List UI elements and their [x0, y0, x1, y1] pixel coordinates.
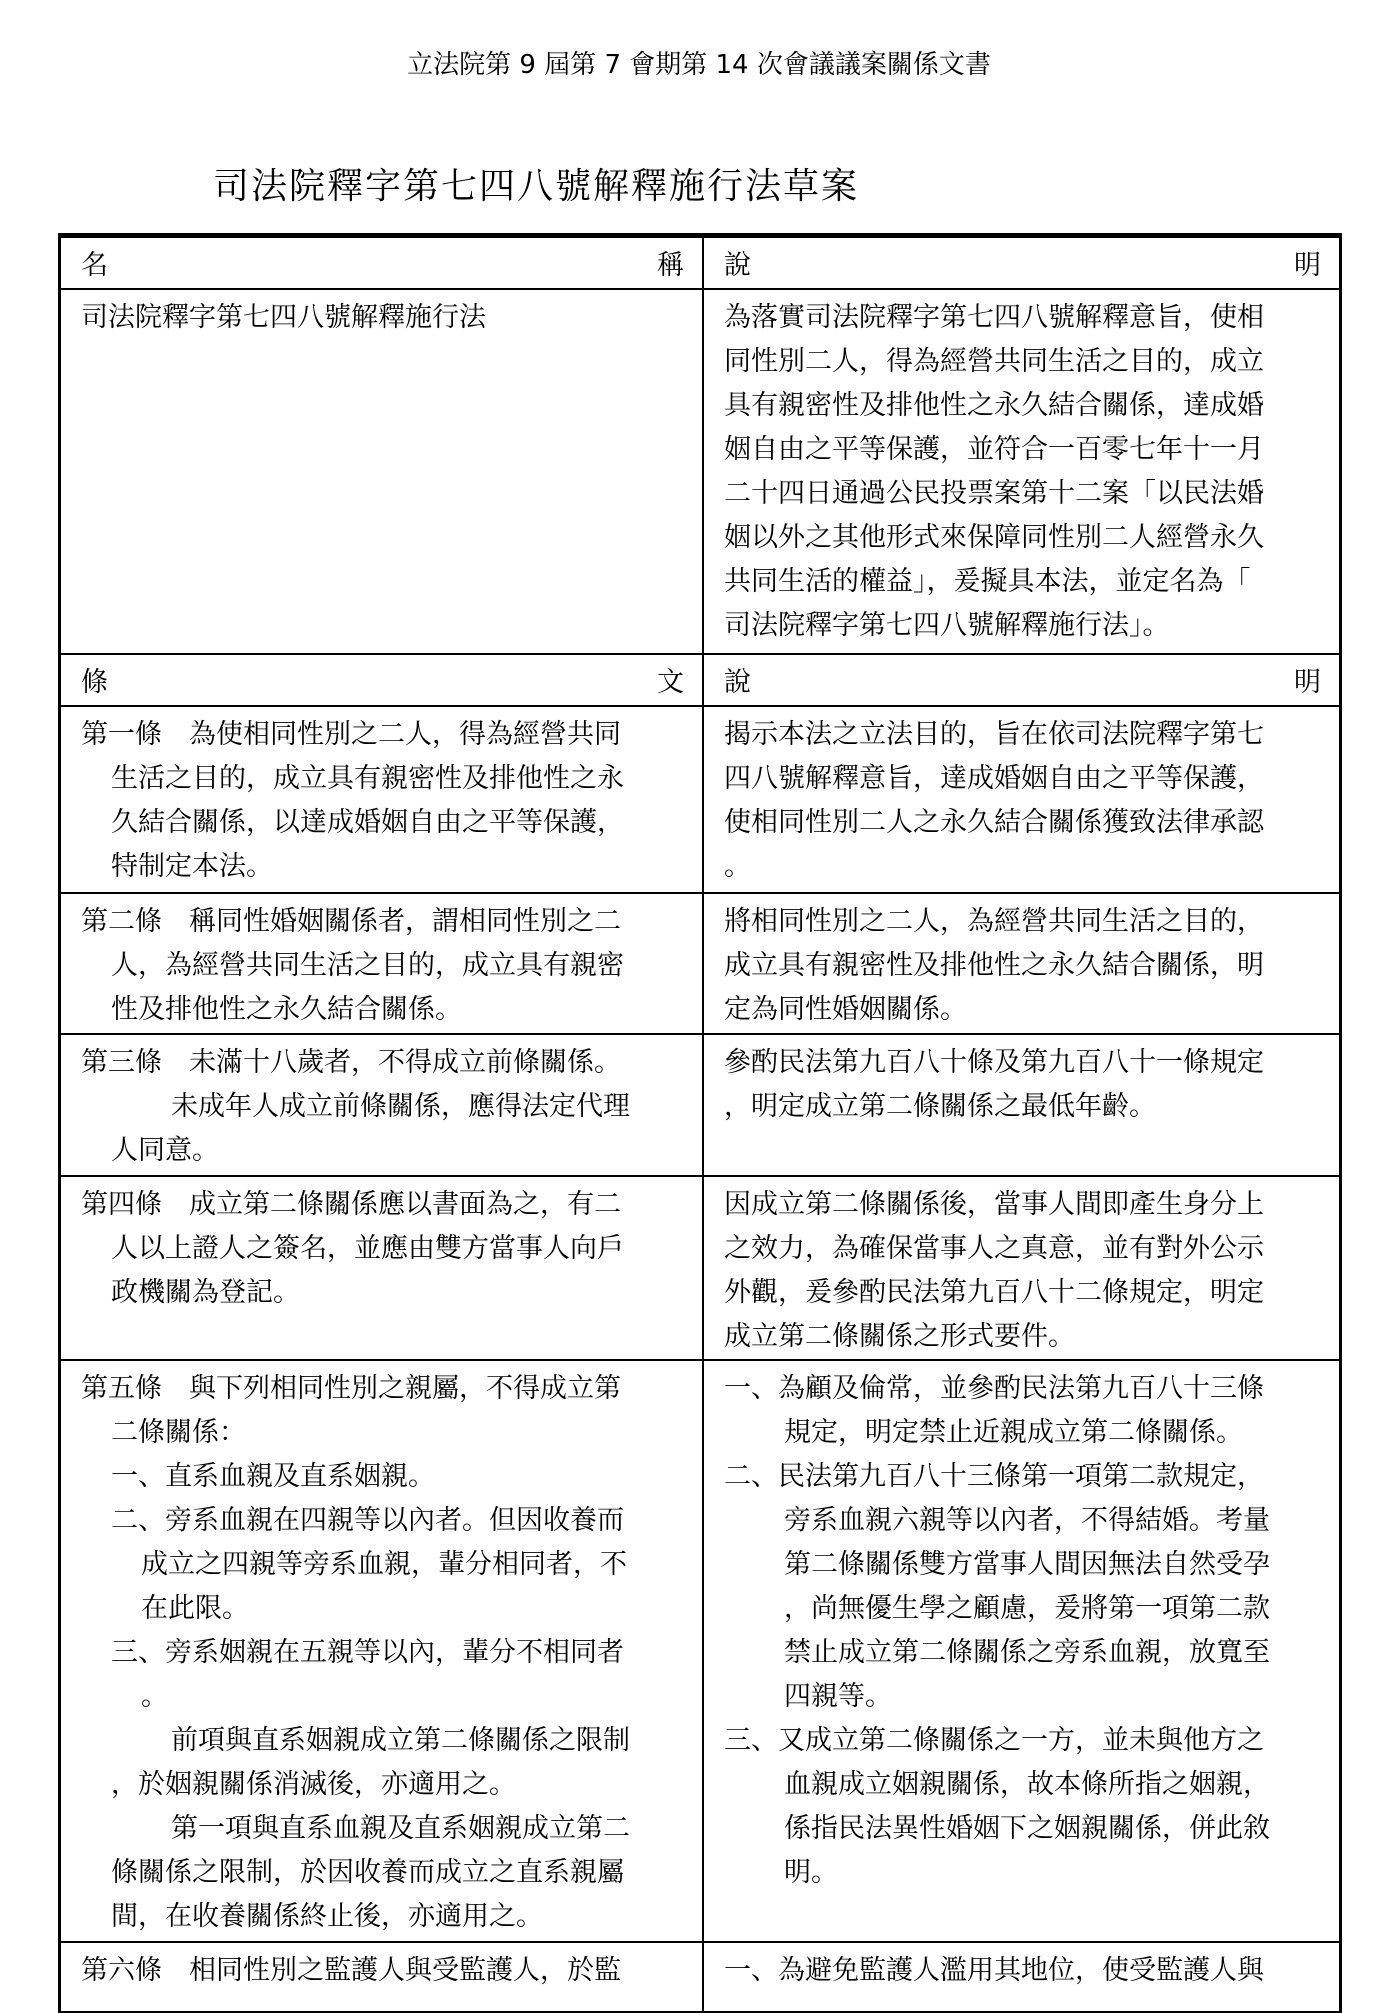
expl-line: 三、又成立第二條關係之一方，並未與他方之 — [724, 1725, 1264, 1756]
expl-line: 因成立第二條關係後，當事人間即產生身分上 — [724, 1189, 1264, 1220]
expl-line: 血親成立姻親關係，故本條所指之姻親， — [784, 1769, 1270, 1800]
expl-line: 參酌民法第九百八十條及第九百八十一條規定 — [724, 1047, 1264, 1078]
expl-line: ，明定成立第二條關係之最低年齡。 — [724, 1091, 1156, 1122]
article-line: 間，在收養關係終止後，亦適用之。 — [111, 1901, 543, 1932]
article-line: 久結合關係，以達成婚姻自由之平等保護， — [111, 807, 624, 838]
article-line: 未成年人成立前條關係，應得法定代理 — [171, 1091, 630, 1122]
expl-line: 二、民法第九百八十三條第一項第二款規定， — [724, 1461, 1264, 1492]
expl-line: 揭示本法之立法目的，旨在依司法院釋字第七 — [724, 719, 1264, 750]
article-line: 在此限。 — [141, 1593, 249, 1624]
expl-line: 明。 — [784, 1857, 838, 1888]
article-line: 第六條 相同性別之監護人與受監護人，於監 — [81, 1955, 621, 1986]
article-line: 條關係之限制，於因收養而成立之直系親屬 — [111, 1857, 624, 1888]
expl-line: ，尚無優生學之顧慮，爰將第一項第二款 — [784, 1593, 1270, 1624]
header-expl-b: 明 — [1294, 250, 1321, 281]
article-line: 二條關係： — [111, 1417, 246, 1448]
article-line: 特制定本法。 — [111, 851, 273, 882]
article-row-4 — [60, 1176, 1341, 1360]
expl-line: 之效力，為確保當事人之真意，並有對外公示 — [724, 1233, 1264, 1264]
article-row-5 — [60, 1360, 1341, 1942]
expl-line: 旁系血親六親等以內者，不得結婚。考量 — [784, 1505, 1270, 1536]
expl-line: 使相同性別二人之永久結合關係獲致法律承認 — [724, 807, 1264, 838]
expl-line: 外觀，爰參酌民法第九百八十二條規定，明定 — [724, 1277, 1264, 1308]
expl-line: 第二條關係雙方當事人間因無法自然受孕 — [784, 1549, 1270, 1580]
expl-line: 一、為避免監護人濫用其地位，使受監護人與 — [724, 1955, 1264, 1986]
header-expl-a: 說 — [724, 250, 751, 281]
expl-line: 。 — [724, 851, 751, 882]
expl-line: 為落實司法院釋字第七四八號解釋意旨，使相 — [724, 302, 1264, 333]
article-line: 第五條 與下列相同性別之親屬，不得成立第 — [81, 1373, 621, 1404]
article-line: 二、旁系血親在四親等以內者。但因收養而 — [111, 1505, 624, 1536]
article-line: 第四條 成立第二條關係應以書面為之，有二 — [81, 1189, 621, 1220]
expl-line: 將相同性別之二人，為經營共同生活之目的， — [724, 906, 1264, 937]
article-row-3 — [60, 1034, 1341, 1176]
article-line: 。 — [141, 1681, 168, 1712]
document-header: 立法院第 9 屆第 7 會期第 14 次會議議案關係文書 — [407, 50, 991, 80]
expl-line: 司法院釋字第七四八號解釋施行法」。 — [724, 610, 1170, 641]
expl-line: 同性別二人，得為經營共同生活之目的，成立 — [724, 346, 1264, 377]
expl-line: 二十四日通過公民投票案第十二案「以民法婚 — [724, 478, 1264, 509]
article-line: 前項與直系姻親成立第二條關係之限制 — [171, 1725, 630, 1756]
expl-line: 共同生活的權益」，爰擬具本法，並定名為「 — [724, 566, 1251, 597]
article-line: 一、直系血親及直系姻親。 — [111, 1461, 435, 1492]
header-expl-b: 明 — [1294, 667, 1321, 698]
article-row-1 — [60, 706, 1341, 893]
document-title: 司法院釋字第七四八號解釋施行法草案 — [213, 166, 860, 207]
expl-line: 係指民法異性婚姻下之姻親關係，併此敘 — [784, 1813, 1270, 1844]
article-line: 第一條 為使相同性別之二人，得為經營共同 — [81, 719, 621, 750]
expl-line: 成立具有親密性及排他性之永久結合關係，明 — [724, 950, 1264, 981]
expl-line: 四親等。 — [784, 1681, 892, 1712]
article-row-2 — [60, 893, 1341, 1034]
article-line: 人以上證人之簽名，並應由雙方當事人向戶 — [111, 1233, 624, 1264]
article-line: 生活之目的，成立具有親密性及排他性之永 — [111, 763, 624, 794]
header-article-a: 條 — [81, 667, 108, 698]
article-line: 成立之四親等旁系血親，輩分相同者，不 — [141, 1549, 627, 1580]
header-article-b: 文 — [657, 667, 684, 698]
article-line: 三、旁系姻親在五親等以內，輩分不相同者 — [111, 1637, 624, 1668]
expl-line: 一、為顧及倫常，並參酌民法第九百八十三條 — [724, 1373, 1264, 1404]
header-name-a: 名 — [81, 250, 108, 281]
header-expl-a: 說 — [724, 667, 751, 698]
article-header-row — [60, 654, 1341, 706]
article-line: 人同意。 — [111, 1135, 219, 1166]
expl-line: 姻自由之平等保護，並符合一百零七年十一月 — [724, 434, 1264, 465]
article-line: 政機關為登記。 — [111, 1277, 300, 1308]
law-name: 司法院釋字第七四八號解釋施行法 — [81, 302, 486, 333]
article-line: ，於姻親關係消滅後，亦適用之。 — [111, 1769, 516, 1800]
article-line: 第三條 未滿十八歲者，不得成立前條關係。 — [81, 1047, 621, 1078]
bill-table — [58, 233, 1342, 2013]
expl-line: 成立第二條關係之形式要件。 — [724, 1321, 1075, 1352]
expl-line: 四八號解釋意旨，達成婚姻自由之平等保護， — [724, 763, 1264, 794]
expl-line: 禁止成立第二條關係之旁系血親，放寬至 — [784, 1637, 1270, 1668]
expl-line: 規定，明定禁止近親成立第二條關係。 — [784, 1417, 1243, 1448]
header-name-b: 稱 — [657, 250, 684, 281]
article-line: 第二條 稱同性婚姻關係者，謂相同性別之二 — [81, 906, 621, 937]
article-line: 性及排他性之永久結合關係。 — [111, 994, 462, 1025]
name-header-row — [60, 236, 1341, 290]
expl-line: 具有親密性及排他性之永久結合關係，達成婚 — [724, 390, 1264, 421]
name-row — [60, 289, 1341, 654]
article-row-6 — [60, 1942, 1341, 2012]
expl-line: 姻以外之其他形式來保障同性別二人經營永久 — [724, 522, 1264, 553]
expl-line: 定為同性婚姻關係。 — [724, 994, 967, 1025]
article-line: 人，為經營共同生活之目的，成立具有親密 — [111, 950, 624, 981]
article-line: 第一項與直系血親及直系姻親成立第二 — [171, 1813, 630, 1844]
